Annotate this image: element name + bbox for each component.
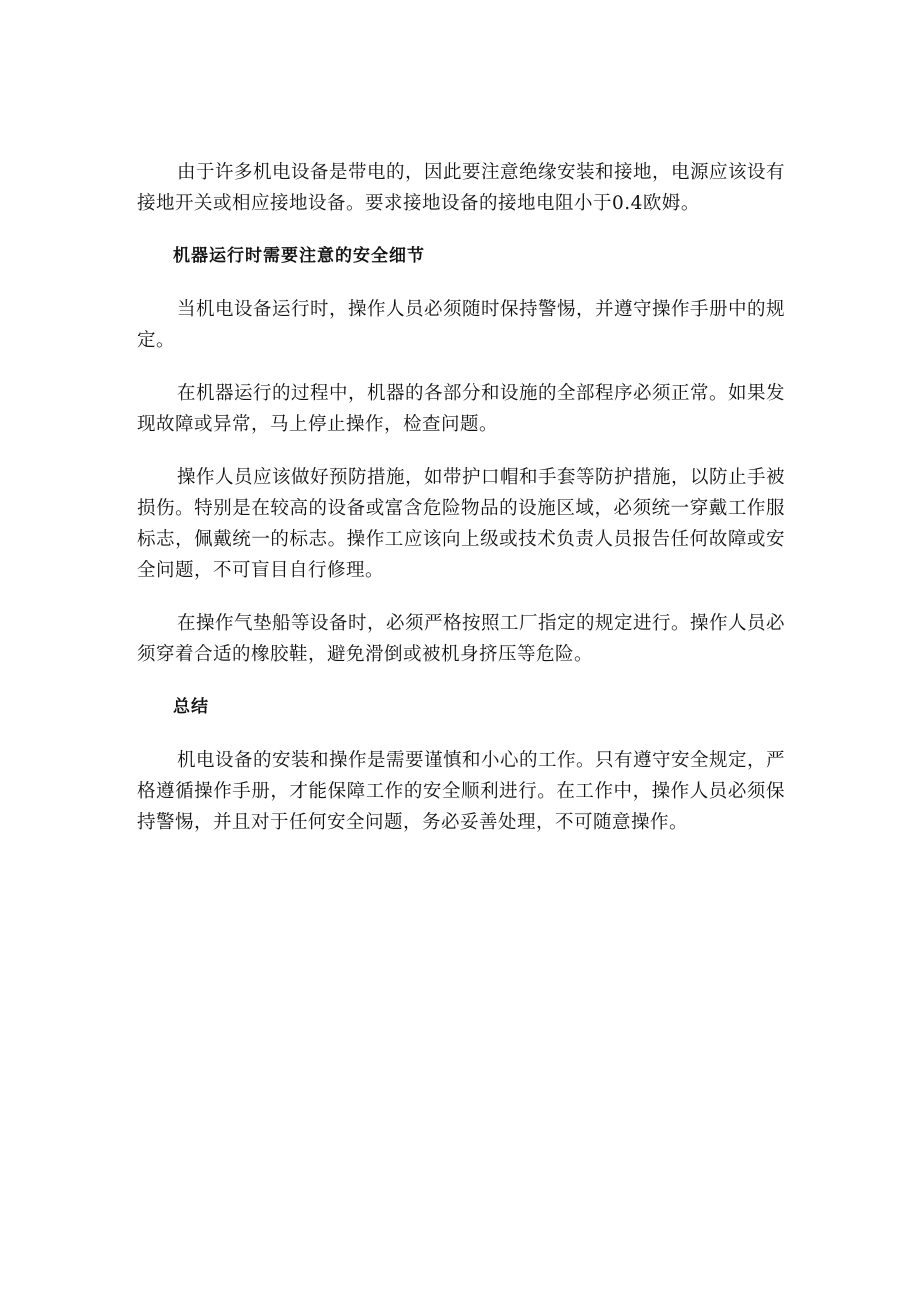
paragraph-grounding: 由于许多机电设备是带电的，因此要注意绝缘安装和接地，电源应该设有接地开关或相应接地设备。要求接地设备的接地电阻小于0.4欧姆。 xyxy=(137,162,786,214)
document-page xyxy=(137,157,785,860)
paragraph-vigilance: 当机电设备运行时，操作人员必须随时保持警惕，并遵守操作手册中的规定。 xyxy=(137,299,786,351)
section-heading-operation-safety: 机器运行时需要注意的安全细节 xyxy=(173,246,425,266)
paragraph-summary: 机电设备的安装和操作是需要谨慎和小心的工作。只有遵守安全规定，严格遵循操作手册，才能保障工作的安全顺利进行。在工作中，操作人员必须保持警惕，并且对于任何安全问题，务必妥善处理，不可随意操作。 xyxy=(137,750,786,833)
paragraph-normal-procedure: 在机器运行的过程中，机器的各部分和设施的全部程序必须正常。如果发现故障或异常，马上停止操作，检查问题。 xyxy=(137,383,786,435)
paragraph-protection: 操作人员应该做好预防措施，如带护口帽和手套等防护措施，以防止手被损伤。特别是在较高的设备或富含危险物品的设施区域，必须统一穿戴工作服标志，佩戴统一的标志。操作工应该向上级或技术负责人员报告任何故障或安全问题，不可盲目自行修理。 xyxy=(137,467,786,581)
paragraph-hovercraft: 在操作气垫船等设备时，必须严格按照工厂指定的规定进行。操作人员必须穿着合适的橡胶鞋，避免滑倒或被机身挤压等危险。 xyxy=(137,613,786,665)
section-heading-summary: 总结 xyxy=(173,697,209,717)
